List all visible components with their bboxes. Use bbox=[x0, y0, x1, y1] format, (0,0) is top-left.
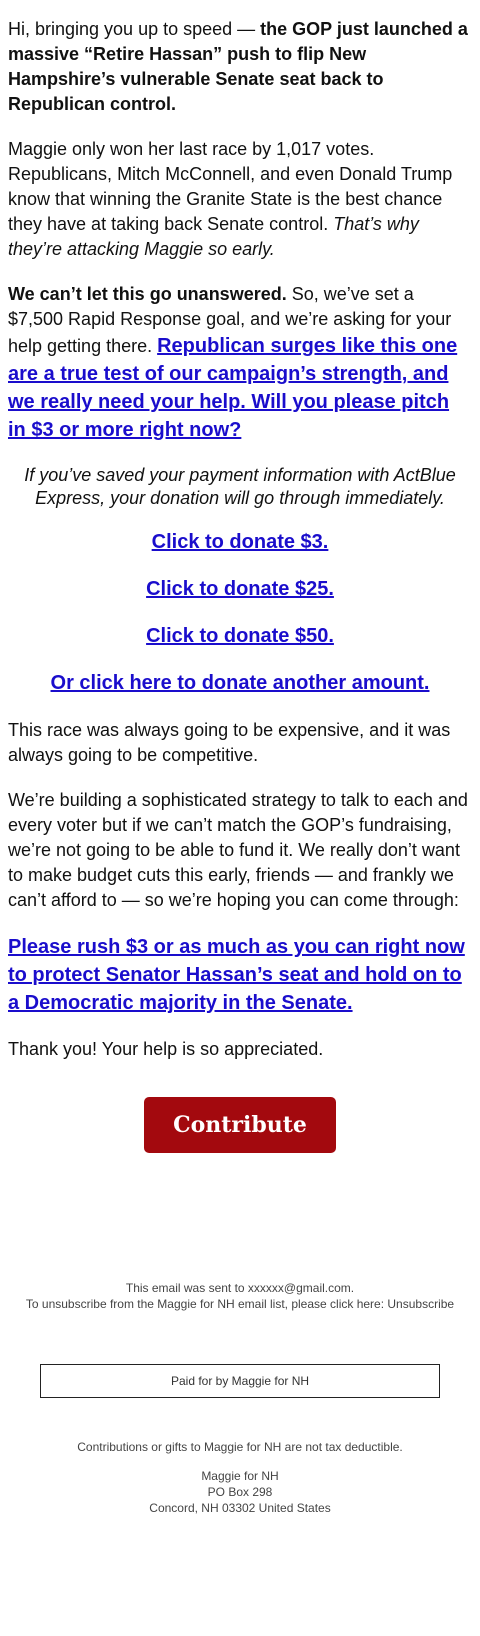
unsubscribe-link[interactable]: Unsubscribe bbox=[387, 1297, 455, 1311]
donate-50-row bbox=[8, 624, 472, 648]
donate-25-link[interactable]: Click to donate $25. bbox=[146, 578, 334, 600]
paragraph-strategy: We’re building a sophisticated strategy to talk to each and every voter but if we can’t match the GOP’s fundraising, we’re not going to be able to fund it. We really don’t want to make budget cuts this early, friends — and frankly we can’t afford to — so we’re hoping you can come through: bbox=[8, 790, 468, 910]
address-line-2: Concord, NH 03302 United States bbox=[149, 1501, 331, 1515]
contribute-button[interactable]: Contribute bbox=[144, 1097, 336, 1153]
paragraph-expensive: This race was always going to be expensive, and it was always going to be competitive. bbox=[8, 720, 451, 765]
sent-to-line: This email was sent to xxxxxx@gmail.com. bbox=[125, 1281, 355, 1295]
intro-paragraph bbox=[8, 17, 472, 117]
paragraph-goal-bold: We can’t let this go unanswered. bbox=[8, 284, 287, 304]
paragraph-votes bbox=[8, 137, 472, 262]
donate-25-row bbox=[8, 577, 472, 601]
donate-other-amount-link[interactable]: Or click here to donate another amount. bbox=[50, 672, 430, 694]
paragraph-votes-text: Maggie only won her last race by 1,017 votes. Republicans, Mitch McConnell, and even Donald Trump know that winning the Granite State is the best chance they have at taking back Senate control. bbox=[8, 139, 453, 234]
unsubscribe-text: To unsubscribe from the Maggie for NH email list, please click here: bbox=[25, 1297, 388, 1311]
actblue-note: If you’ve saved your payment information with ActBlue Express, your donation will go through immediately. bbox=[24, 465, 456, 508]
contribute-button-wrap bbox=[8, 1097, 472, 1153]
paragraph-votes-italic: That’s why they’re attacking Maggie so early. bbox=[8, 214, 419, 259]
rush-paragraph bbox=[8, 933, 472, 1017]
pitch-in-link[interactable]: Republican surges like this one are a true test of our campaign’s strength, and we really need your help. Will you please pitch in $3 or more right now? bbox=[8, 335, 458, 441]
mailing-address bbox=[0, 1468, 480, 1516]
intro-bold: the GOP just launched a massive “Retire Hassan” push to flip New Hampshire’s vulnerable Senate seat back to Republican control. bbox=[8, 19, 468, 114]
address-line-1: PO Box 298 bbox=[207, 1485, 273, 1499]
intro-lead: Hi, bringing you up to speed — bbox=[8, 19, 261, 39]
address-name: Maggie for NH bbox=[201, 1469, 279, 1483]
unsubscribe-line bbox=[0, 1296, 480, 1312]
paragraph-goal bbox=[8, 282, 472, 444]
paragraph-goal-text: So, we’ve set a $7,500 Rapid Response goal, and we’re asking for your help getting there. bbox=[8, 284, 452, 356]
thanks-paragraph: Thank you! Your help is so appreciated. bbox=[8, 1039, 324, 1059]
email-footer bbox=[0, 1280, 480, 1516]
donate-50-link[interactable]: Click to donate $50. bbox=[146, 625, 334, 647]
donate-3-link[interactable]: Click to donate $3. bbox=[151, 531, 329, 553]
rush-donate-link[interactable]: Please rush $3 or as much as you can right now to protect Senator Hassan’s seat and hold on to a Democratic majority in the Senate. bbox=[8, 936, 465, 1014]
paid-for-box: Paid for by Maggie for NH bbox=[40, 1364, 440, 1398]
donate-other-row bbox=[8, 671, 472, 695]
donate-3-row bbox=[8, 530, 472, 554]
email-body bbox=[0, 17, 480, 1153]
tax-note: Contributions or gifts to Maggie for NH are not tax deductible. bbox=[77, 1440, 403, 1454]
